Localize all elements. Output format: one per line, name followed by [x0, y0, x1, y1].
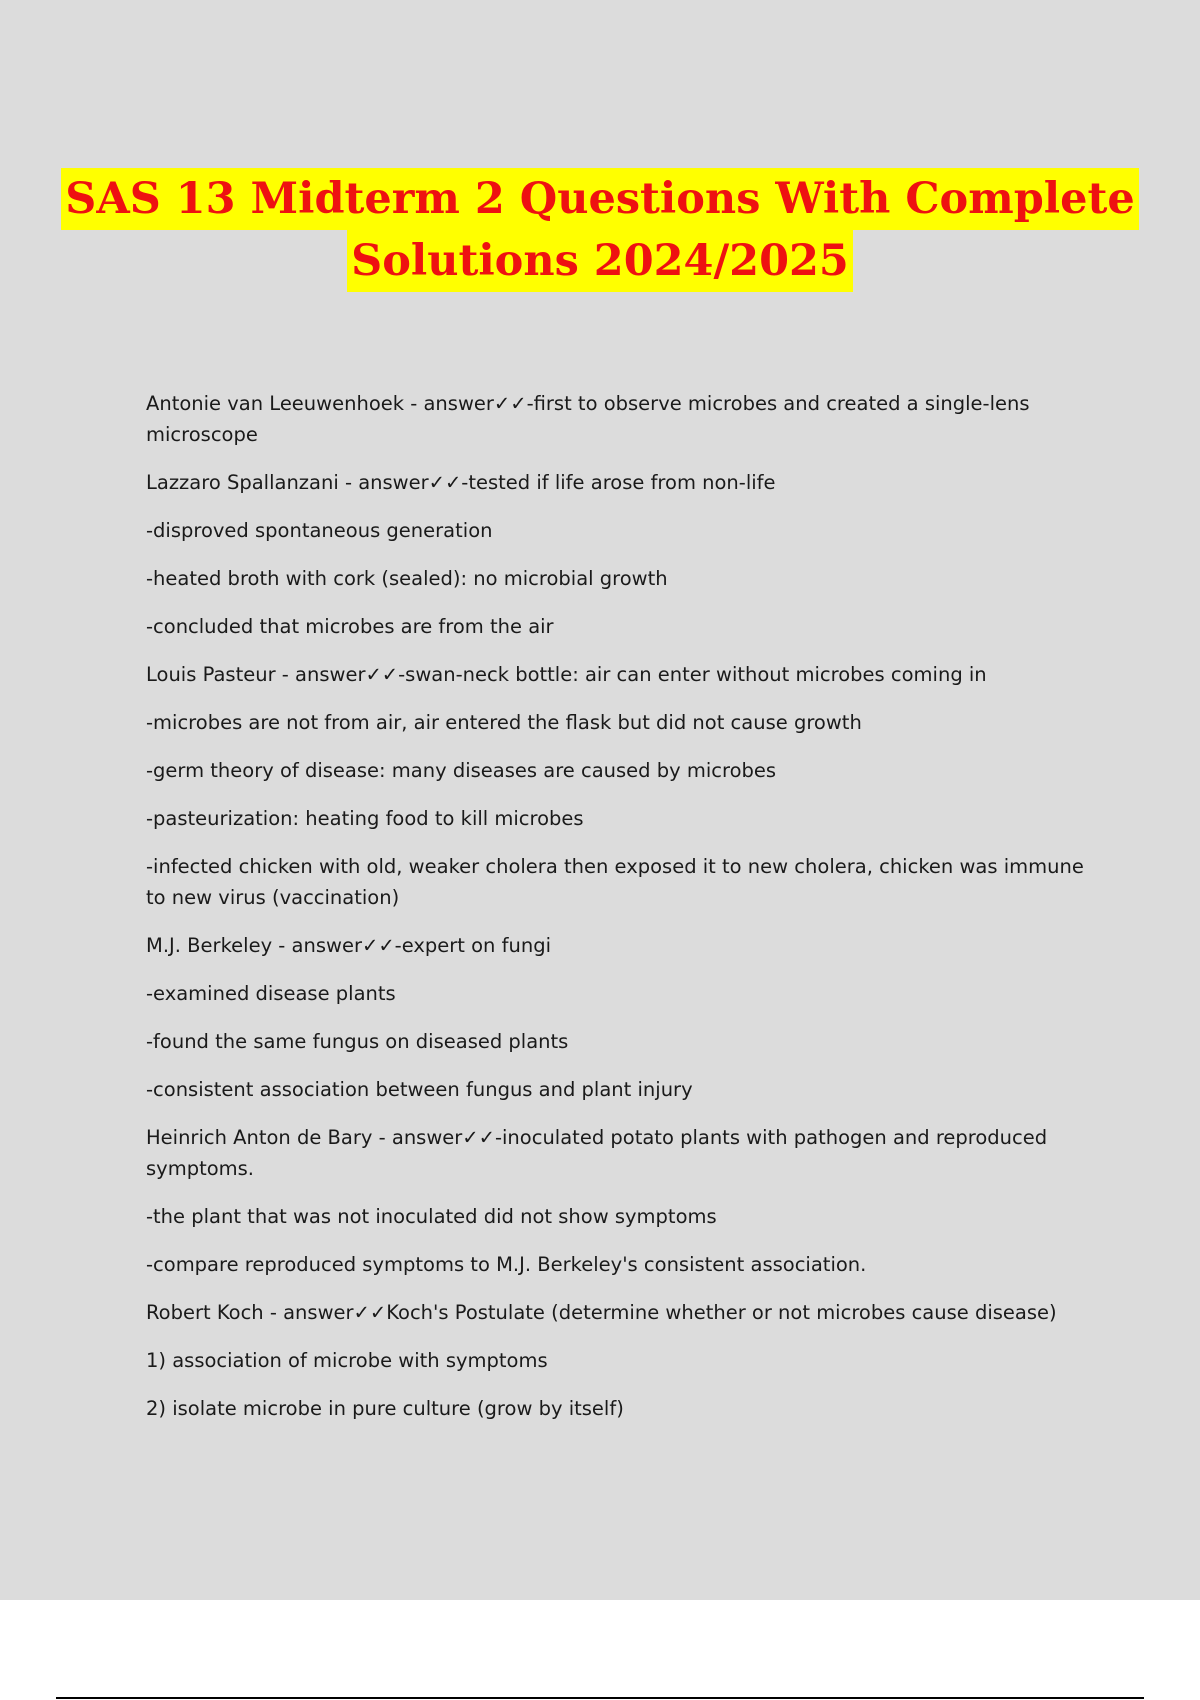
entry-detail: -compare reproduced symptoms to M.J. Berkeley's consistent association.	[146, 1253, 867, 1276]
entry-detail: 1) association of microbe with symptoms	[146, 1349, 548, 1372]
entry-de-bary: Heinrich Anton de Bary - answer✓✓-inoculated potato plants with pathogen and reproduced symptoms.	[146, 1126, 1048, 1180]
entry-detail: -examined disease plants	[146, 982, 396, 1005]
entry-pasteur: Louis Pasteur - answer✓✓-swan-neck bottle: air can enter without microbes coming in	[146, 663, 987, 686]
entry-detail: -germ theory of disease: many diseases are caused by microbes	[146, 759, 777, 782]
entry-detail: 2) isolate microbe in pure culture (grow by itself)	[146, 1397, 624, 1420]
entry-detail: -found the same fungus on diseased plants	[146, 1030, 569, 1053]
entry-leeuwenhoek: Antonie van Leeuwenhoek - answer✓✓-first to observe microbes and created a single-lens microscope	[146, 392, 1030, 446]
entry-detail: -concluded that microbes are from the air	[146, 615, 554, 638]
page-title	[0, 168, 1200, 292]
entry-detail: -the plant that was not inoculated did not show symptoms	[146, 1205, 717, 1228]
title-line-1: SAS 13 Midterm 2 Questions With Complete	[61, 168, 1138, 230]
title-line-2: Solutions 2024/2025	[347, 230, 853, 292]
entry-detail: -microbes are not from air, air entered the flask but did not cause growth	[146, 711, 862, 734]
entry-detail: -heated broth with cork (sealed): no microbial growth	[146, 567, 668, 590]
entry-koch: Robert Koch - answer✓✓Koch's Postulate (determine whether or not microbes cause disease)	[146, 1301, 1057, 1324]
entry-detail: -infected chicken with old, weaker cholera then exposed it to new cholera, chicken was immune to new virus (vaccination)	[146, 855, 1084, 909]
question-list	[146, 388, 1086, 1441]
entry-spallanzani: Lazzaro Spallanzani - answer✓✓-tested if life arose from non-life	[146, 471, 776, 494]
entry-detail: -disproved spontaneous generation	[146, 519, 493, 542]
entry-berkeley: M.J. Berkeley - answer✓✓-expert on fungi	[146, 934, 551, 957]
footer-divider	[56, 1697, 1144, 1699]
entry-detail: -consistent association between fungus and plant injury	[146, 1078, 693, 1101]
entry-detail: -pasteurization: heating food to kill microbes	[146, 807, 584, 830]
